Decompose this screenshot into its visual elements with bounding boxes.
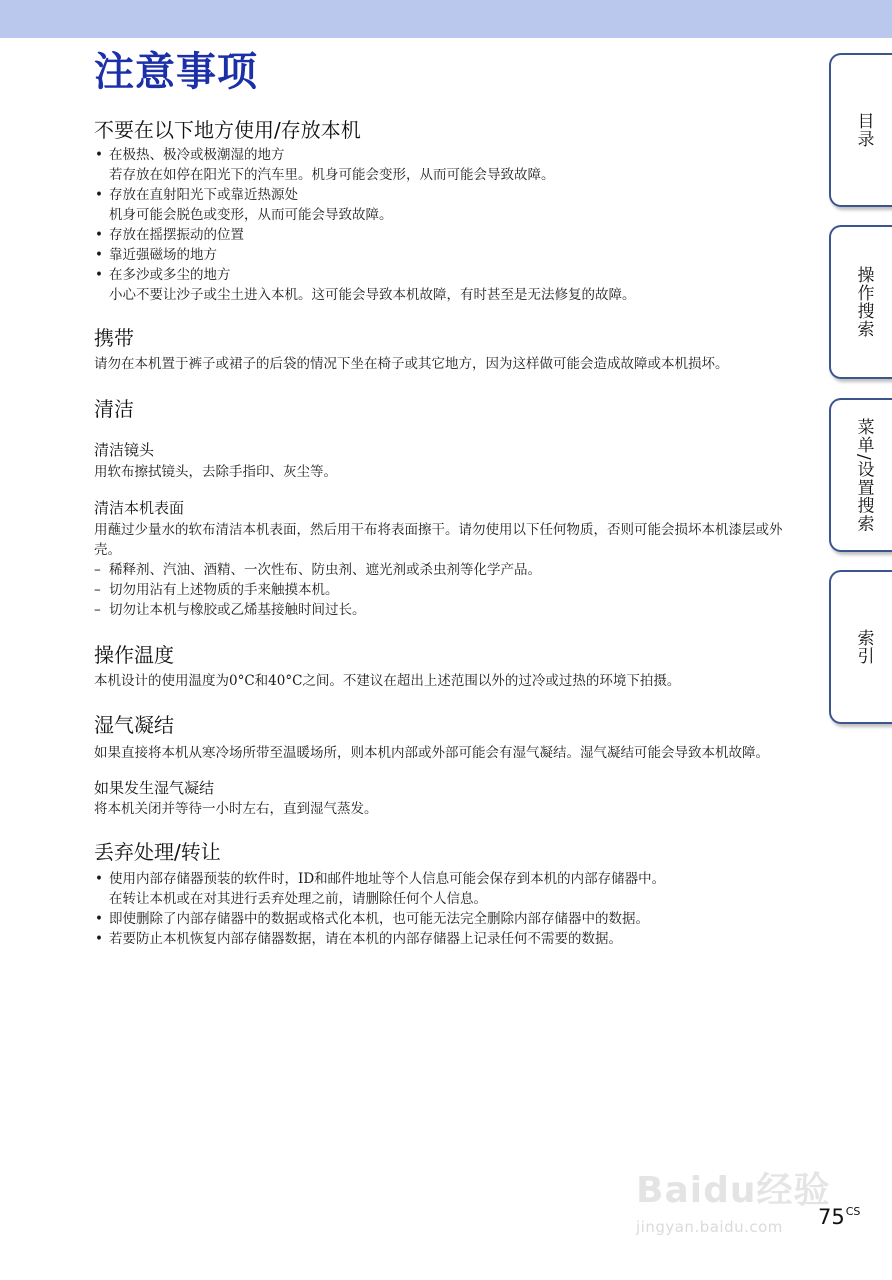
list-item: – 稀释剂、汽油、酒精、一次性布、防虫剂、遮光剂或杀虫剂等化学产品。 (94, 560, 794, 580)
page-number-suffix: CS (845, 1205, 861, 1218)
list-item-title: • 若要防止本机恢复内部存储器数据，请在本机的内部存储器上记录任何不需要的数据。 (109, 931, 622, 947)
list-item (94, 185, 794, 225)
section-heading: 湿气凝结 (94, 713, 174, 737)
list-item-detail: 机身可能会脱色或变形，从而可能会导致故障。 (109, 207, 393, 223)
list-item (94, 265, 794, 305)
list-item (94, 245, 794, 265)
tab-menu-settings-search[interactable] (829, 398, 892, 552)
list-item-title: • 即使删除了内部存储器中的数据或格式化本机，也可能无法完全删除内部存储器中的数据。 (109, 911, 649, 927)
page-number (818, 1205, 860, 1229)
list-item-title: • 在极热、极冷或极潮湿的地方 (109, 147, 285, 163)
watermark-url: jingyan.baidu.com (636, 1218, 783, 1236)
section-body: 请勿在本机置于裤子或裙子的后袋的情况下坐在椅子或其它地方，因为这样做可能会造成故障或本机损坏。 (94, 356, 729, 372)
section-heading: 不要在以下地方使用/存放本机 (94, 118, 361, 142)
list-item (94, 929, 794, 949)
list-item-title: • 靠近强磁场的地方 (109, 247, 217, 263)
subsection-body: 用蘸过少量水的软布清洁本机表面，然后用干布将表面擦干。请勿使用以下任何物质，否则可能会损坏本机漆层或外壳。 (94, 522, 783, 558)
list-item: – 切勿用沾有上述物质的手来触摸本机。 (94, 580, 794, 600)
section-heading: 携带 (94, 326, 134, 350)
tab-label: 菜单/设置搜索 (853, 417, 874, 533)
subsection-body: 用软布擦拭镜头，去除手指印、灰尘等。 (94, 464, 337, 480)
tab-index[interactable] (829, 570, 892, 724)
list-item: – 切勿让本机与橡胶或乙烯基接触时间过长。 (94, 600, 794, 620)
subsection-heading: 清洁本机表面 (94, 499, 185, 517)
tab-label: 操作搜索 (853, 266, 874, 338)
watermark-logo: Baidu经验 (636, 1170, 831, 1211)
list-item (94, 909, 794, 929)
list-item-detail: 若存放在如停在阳光下的汽车里。机身可能会变形，从而可能会导致故障。 (109, 167, 555, 183)
section-heading: 操作温度 (94, 643, 174, 667)
main-content (94, 46, 794, 949)
storage-list (94, 145, 794, 305)
tab-label: 索引 (853, 629, 874, 665)
tab-label: 目录 (853, 112, 874, 148)
section-heading: 清洁 (94, 397, 134, 421)
section-body: 本机设计的使用温度为0°C和40°C之间。不建议在超出上述范围以外的过冷或过热的环境下拍摄。 (94, 673, 681, 689)
subsection-heading: 清洁镜头 (94, 441, 155, 459)
list-item-detail: 在转让本机或在对其进行丢弃处理之前，请删除任何个人信息。 (109, 891, 487, 907)
list-item (94, 145, 794, 185)
baidu-watermark (636, 1150, 836, 1250)
section-condensation (94, 712, 794, 819)
list-item-title: • 存放在摇摆振动的位置 (109, 227, 244, 243)
tab-operation-search[interactable] (829, 225, 892, 379)
top-header-band (0, 0, 892, 38)
subsection-heading: 如果发生湿气凝结 (94, 779, 215, 797)
section-body: 如果直接将本机从寒冷场所带至温暖场所，则本机内部或外部可能会有湿气凝结。湿气凝结可能会导致本机故障。 (94, 745, 769, 761)
section-cleaning (94, 396, 794, 620)
section-operating-temperature (94, 642, 794, 691)
list-item (94, 869, 794, 909)
list-item-title: • 在多沙或多尘的地方 (109, 267, 231, 283)
section-disposal (94, 839, 794, 949)
section-carrying (94, 325, 794, 374)
list-item-title: • 存放在直射阳光下或靠近热源处 (109, 187, 298, 203)
cleaning-cautions-list (94, 560, 794, 620)
section-storage (94, 117, 794, 305)
page-number-value: 75 (818, 1205, 845, 1229)
section-heading: 丢弃处理/转让 (94, 840, 221, 864)
subsection-body: 将本机关闭并等待一小时左右，直到湿气蒸发。 (94, 801, 378, 817)
list-item-detail: 小心不要让沙子或尘土进入本机。这可能会导致本机故障，有时甚至是无法修复的故障。 (109, 287, 636, 303)
page-title: 注意事项 (94, 49, 258, 95)
list-item-title: • 使用内部存储器预装的软件时，ID和邮件地址等个人信息可能会保存到本机的内部存储器中。 (109, 871, 666, 887)
list-item (94, 225, 794, 245)
tab-table-of-contents[interactable] (829, 53, 892, 207)
disposal-list (94, 869, 794, 949)
